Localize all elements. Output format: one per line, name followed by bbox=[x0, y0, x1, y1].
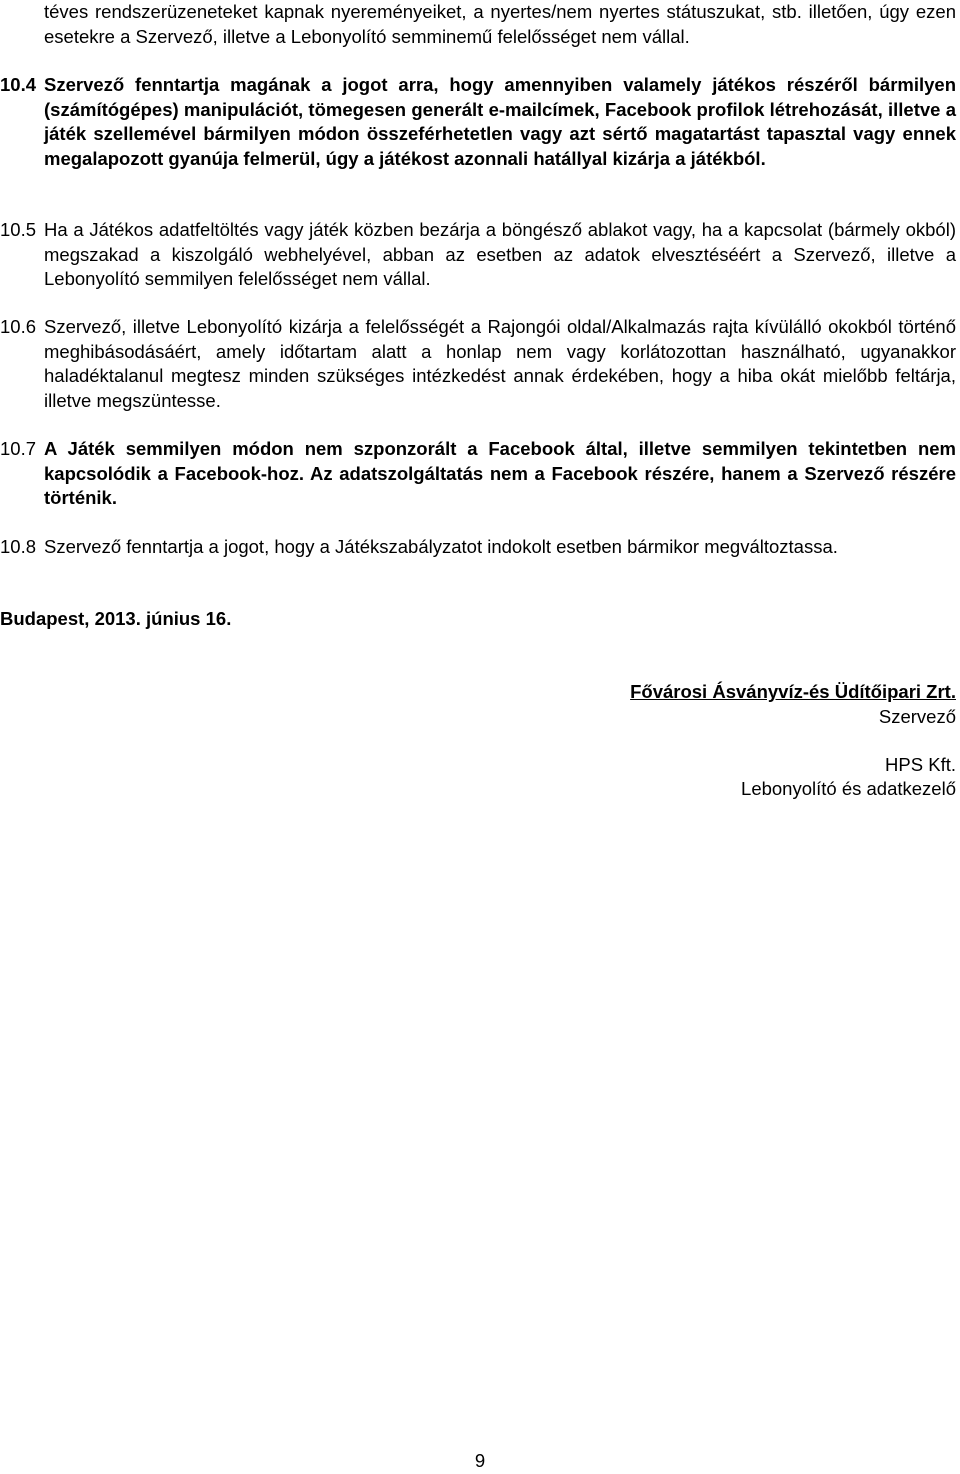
section-text: Ha a Játékos adatfeltöltés vagy játék közben bezárja a böngésző ablakot vagy, ha a kapcsolat (bármely okból) megszakad a kiszolgáló webhelyével, abban az esetben az adatok elvesztéséért a Szervező, illetve a Lebonyolító semmilyen felelősséget nem vállal. bbox=[44, 219, 956, 289]
organizer-company-name: Fővárosi Ásványvíz-és Üdítőipari Zrt. bbox=[630, 681, 956, 702]
section-10-6 bbox=[0, 315, 956, 413]
section-text: A Játék semmilyen módon nem szponzorált a Facebook által, illetve semmilyen tekintetben nem kapcsolódik a Facebook-hoz. Az adatszolgáltatás nem a Facebook részére, hanem a Szervező részére történik. bbox=[44, 438, 956, 508]
operator-company-name: HPS Kft. bbox=[885, 754, 956, 775]
date-line: Budapest, 2013. június 16. bbox=[0, 608, 232, 629]
section-10-8 bbox=[0, 535, 956, 560]
section-number: 10.8 bbox=[0, 536, 37, 557]
section-number: 10.7 bbox=[0, 438, 37, 459]
section-number: 10.4 bbox=[0, 74, 37, 95]
intro-paragraph: téves rendszerüzeneteket kapnak nyereményeiket, a nyertes/nem nyertes státuszukat, stb. illetően, úgy ezen esetekre a Szervező, illetve a Lebonyolító semminemű felelősséget nem vállal. bbox=[44, 1, 956, 47]
section-number: 10.5 bbox=[0, 219, 37, 240]
section-10-7 bbox=[0, 437, 956, 511]
section-text: Szervező fenntartja a jogot, hogy a Játékszabályzatot indokolt esetben bármikor megváltoztassa. bbox=[44, 536, 838, 557]
section-text: Szervező, illetve Lebonyolító kizárja a felelősségét a Rajongói oldal/Alkalmazás rajta kívülálló okokból történő meghibásodásáért, amely időtartam alatt a honlap nem vagy korlátozottan használható, ugyanakkor haladéktalanul megtesz minden szükséges intézkedést annak érdekében, hogy a hiba okát mielőbb feltárja, illetve megszüntesse. bbox=[44, 316, 956, 411]
section-10-5 bbox=[0, 218, 956, 292]
section-10-4 bbox=[0, 73, 956, 171]
section-text: Szervező fenntartja magának a jogot arra, hogy amennyiben valamely játékos részéről bármilyen (számítógépes) manipulációt, tömegesen generált e-mailcímek, Facebook profilok létrehozását, illetve a játék szellemével bármilyen módon összeférhetetlen vagy azt sértő magatartást tapasztal vagy ennek megalapozott gyanúja felmerül, úgy a játékost azonnali hatállyal kizárja a játékból. bbox=[44, 74, 956, 169]
organizer-role: Szervező bbox=[878, 706, 956, 727]
operator-role: Lebonyolító és adatkezelő bbox=[741, 778, 956, 799]
section-number: 10.6 bbox=[0, 316, 37, 337]
page-number: 9 bbox=[474, 1450, 486, 1471]
